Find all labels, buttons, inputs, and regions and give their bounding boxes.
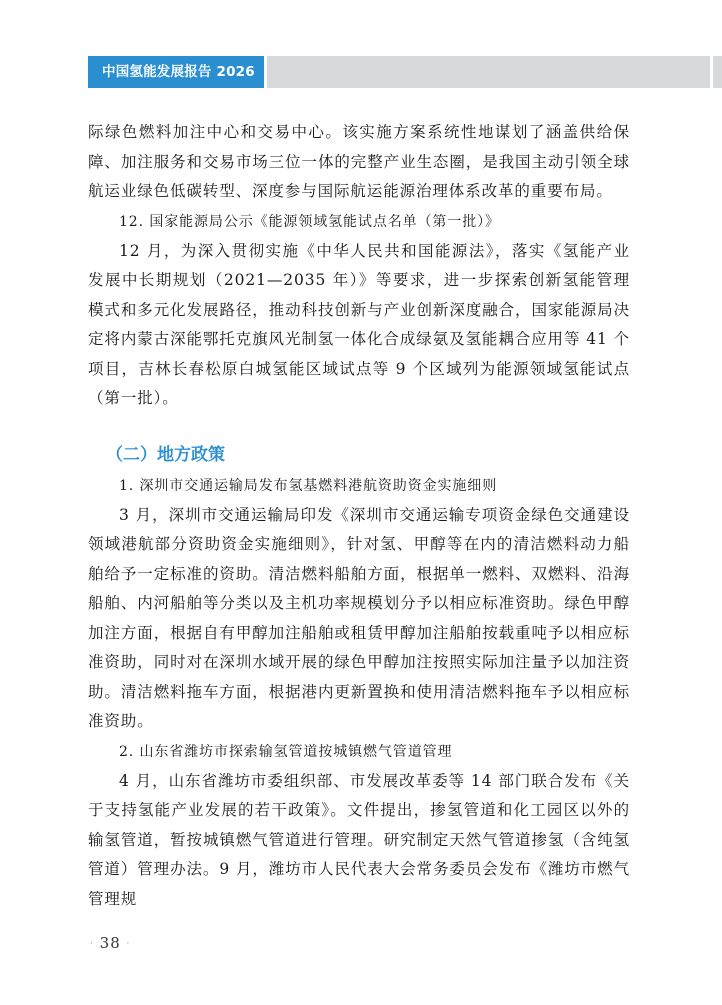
- page-body: [88, 118, 630, 914]
- paragraph-continued: 际绿色燃料加注中心和交易中心。该实施方案系统性地谋划了涵盖供给保障、加注服务和交易市场三位一体的完整产业生态圈，是我国主动引领全球航运业绿色低碳转型、深度参与国际航运能源治理体系改革的重要布局。: [88, 123, 630, 200]
- paragraph-weifang: 4 月，山东省潍坊市委组织部、市发展改革委等 14 部门联合发布《关于支持氢能产业发展的若干政策》。文件提出，掺氢管道和化工园区以外的输氢管道，暂按城镇燃气管道进行管理。研究制定天然气管道掺氢（含纯氢管道）管理办法。9 月，潍坊市人民代表大会常务委员会发布《潍坊市燃气管理规: [88, 771, 630, 908]
- item-12-heading: 12. 国家能源局公示《能源领域氢能试点名单（第一批）》: [119, 213, 500, 230]
- header-edge-divider: [710, 56, 713, 88]
- page-number-dot-right: ·: [126, 939, 131, 949]
- paragraph-hydrogen-pilot: 12 月，为深入贯彻实施《中华人民共和国能源法》，落实《氢能产业发展中长期规划（2021—2035 年）》等要求，进一步探索创新氢能管理模式和多元化发展路径，推动科技创新与产业创新深度融合，国家能源局决定将内蒙古深能鄂托克旗风光制氢一体化合成绿氨及氢能耦合应用等 41 个项目，吉林长春松原白城氢能区域试点等 9 个区域列为能源领域氢能试点（第一批）。: [88, 241, 630, 407]
- page-number-value: 38: [99, 934, 121, 952]
- report-title: 中国氢能发展报告 2026: [88, 56, 264, 88]
- local-item-1-heading: 1. 深圳市交通运输局发布氢基燃料港航资助资金实施细则: [119, 477, 498, 494]
- paragraph-shenzhen: 3 月，深圳市交通运输局印发《深圳市交通运输专项资金绿色交通建设领域港航部分资助资金实施细则》，针对氢、甲醇等在内的清洁燃料动力船舶给予一定标准的资助。清洁燃料船舶方面，根据单一燃料、双燃料、沿海船舶、内河船舶等分类以及主机功率规模划分予以相应标准资助。绿色甲醇加注方面，根据自有甲醇加注船舶或租赁甲醇加注船舶按载重吨予以相应标准资助，同时对在深圳水域开展的绿色甲醇加注按照实际加注量予以加注资助。清洁燃料拖车方面，根据港内更新置换和使用清洁燃料拖车予以相应标准资助。: [88, 505, 630, 730]
- page-number: [90, 934, 130, 952]
- page-number-dot-left: ·: [90, 939, 94, 949]
- local-item-2-heading: 2. 山东省潍坊市探索输氢管道按城镇燃气管道管理: [119, 743, 453, 760]
- section-heading-local-policy: （二）地方政策: [106, 444, 225, 465]
- header-divider: [264, 56, 267, 88]
